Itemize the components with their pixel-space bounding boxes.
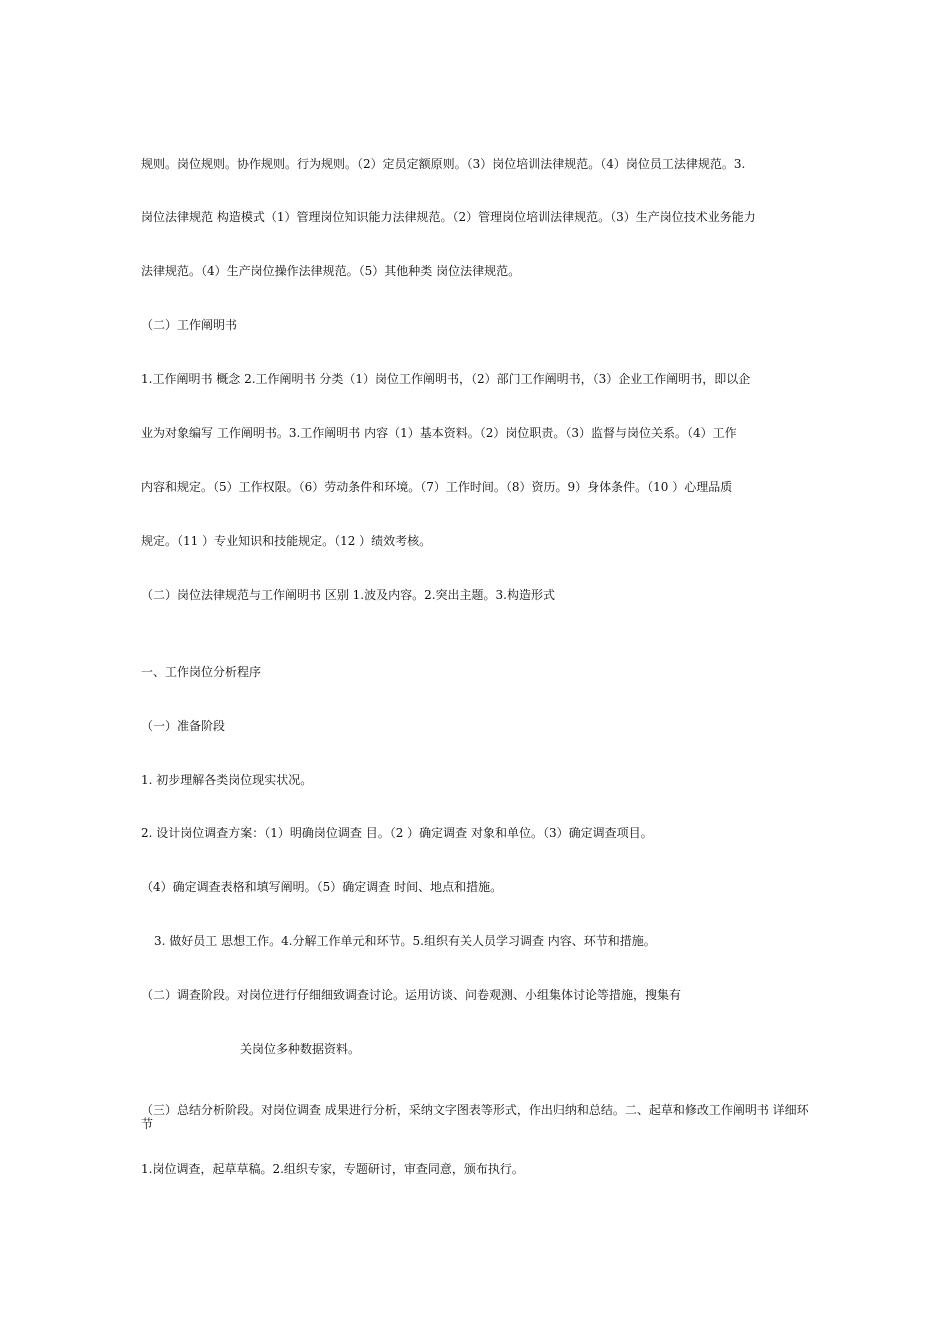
section-heading: （一）准备阶段 [141, 719, 226, 733]
text-line: 法律规范。（4）生产岗位操作法律规范。（5）其他种类 岗位法律规范。 [141, 264, 521, 278]
text-line: 1.岗位调查，起草草稿。2.组织专家，专题研讨，审查同意，颁布执行。 [141, 1162, 524, 1176]
text-line: 业为对象编写 工作阐明书。3.工作阐明书 内容（1）基本资料。（2）岗位职责。（3）监督与岗位关系。（4）工作 [141, 426, 737, 440]
section-heading: （二）工作阐明书 [141, 318, 238, 332]
section-heading: （二）调查阶段。对岗位进行仔细细致调查讨论。运用访谈、问卷观测、小组集体讨论等措施，搜集有 [141, 988, 682, 1002]
section-heading: （三）总结分析阶段。对岗位调查 成果进行分析，采纳文字图表等形式，作出归纳和总结。二、起草和修改工作阐明书 详细环节 [141, 1103, 809, 1131]
section-heading: 一、工作岗位分析程序 [141, 665, 262, 679]
text-line: 岗位法律规范 构造模式（1）管理岗位知识能力法律规范。（2）管理岗位培训法律规范。（3）生产岗位技术业务能力 [141, 210, 756, 224]
text-line: 规则。岗位规则。协作规则。行为规则。（2）定员定额原则。（3）岗位培训法律规范。（4）岗位员工法律规范。3. [141, 157, 746, 171]
section-heading: （二）岗位法律规范与工作阐明书 区别 1.波及内容。2.突出主题。3.构造形式 [141, 588, 555, 602]
text-line: 内容和规定。（5）工作权限。（6）劳动条件和环境。（7）工作时间。（8）资历。9）身体条件。（10 ）心理品质 [141, 480, 733, 494]
text-line: 1.工作阐明书 概念 2.工作阐明书 分类（1）岗位工作阐明书，（2）部门工作阐明书，（3）企业工作阐明书，即以企 [141, 372, 751, 386]
text-line: 3. 做好员工 思想工作。4.分解工作单元和环节。5.组织有关人员学习调查 内容、环节和措施。 [154, 934, 656, 948]
text-line: 规定。（11 ）专业知识和技能规定。（12 ）绩效考核。 [141, 534, 432, 548]
text-line: （4）确定调查表格和填写阐明。（5）确定调查 时间、地点和措施。 [141, 880, 503, 894]
text-line: 2. 设计岗位调查方案：（1）明确岗位调查 目。（2 ）确定调查 对象和单位。（3）确定调查项目。 [141, 826, 653, 840]
text-line: 关岗位多种数据资料。 [240, 1042, 361, 1056]
text-line: 1. 初步理解各类岗位现实状况。 [141, 773, 313, 787]
